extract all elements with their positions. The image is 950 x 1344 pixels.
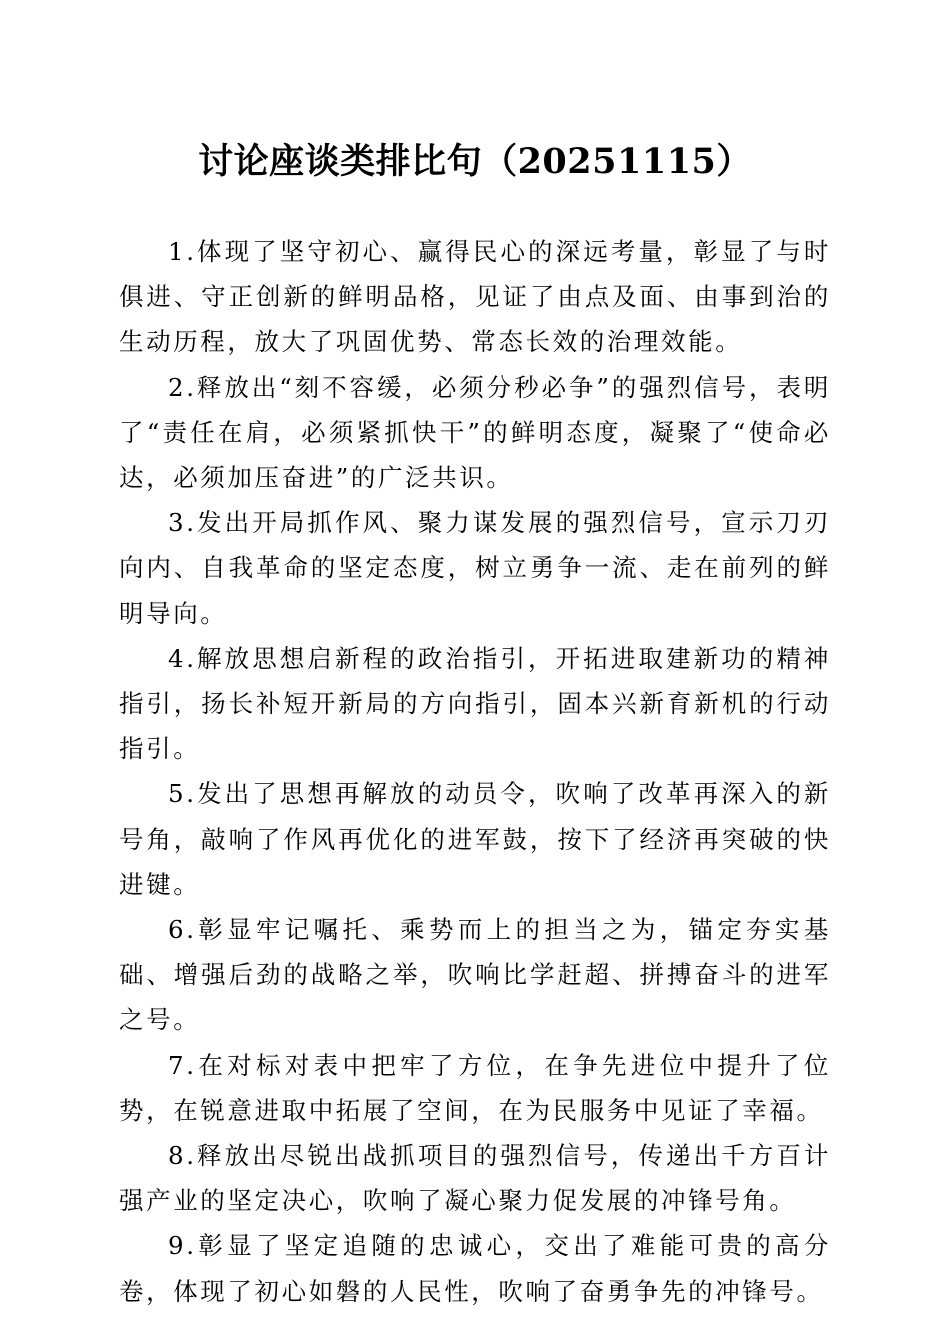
page-title: 讨论座谈类排比句（20251115） <box>198 141 752 182</box>
paragraph-5: 5.发出了思想再解放的动员令，吹响了改革再深入的新号角，敲响了作风再优化的进军鼓，按下了经济再突破的快进键。 <box>119 779 831 899</box>
paragraph-3: 3.发出开局抓作风、聚力谋发展的强烈信号，宣示刀刃向内、自我革命的坚定态度，树立勇争一流、走在前列的鲜明导向。 <box>119 508 831 628</box>
paragraph-7: 7.在对标对表中把牢了方位，在争先进位中提升了位势，在锐意进取中拓展了空间，在为民服务中见证了幸福。 <box>119 1050 831 1125</box>
paragraph-8: 8.释放出尽锐出战抓项目的强烈信号，传递出千方百计强产业的坚定决心，吹响了凝心聚力促发展的冲锋号角。 <box>119 1141 831 1216</box>
document-body <box>119 229 831 1314</box>
paragraph-2: 2.释放出“刻不容缓，必须分秒必争”的强烈信号，表明了“责任在肩，必须紧抓快干”的鲜明态度，凝聚了“使命必达，必须加压奋进”的广泛共识。 <box>119 372 831 493</box>
paragraph-1: 1.体现了坚守初心、赢得民心的深远考量，彰显了与时俱进、守正创新的鲜明品格，见证了由点及面、由事到治的生动历程，放大了巩固优势、常态长效的治理效能。 <box>119 237 831 357</box>
paragraph-6: 6.彰显牢记嘱托、乘势而上的担当之为，锚定夯实基础、增强后劲的战略之举，吹响比学赶超、拼搏奋斗的进军之号。 <box>119 915 831 1035</box>
paragraph-4: 4.解放思想启新程的政治指引，开拓进取建新功的精神指引，扬长补短开新局的方向指引，固本兴新育新机的行动指引。 <box>119 643 831 764</box>
paragraph-9: 9.彰显了坚定追随的忠诚心，交出了难能可贵的高分卷，体现了初心如磐的人民性，吹响了奋勇争先的冲锋号。 <box>119 1231 831 1306</box>
